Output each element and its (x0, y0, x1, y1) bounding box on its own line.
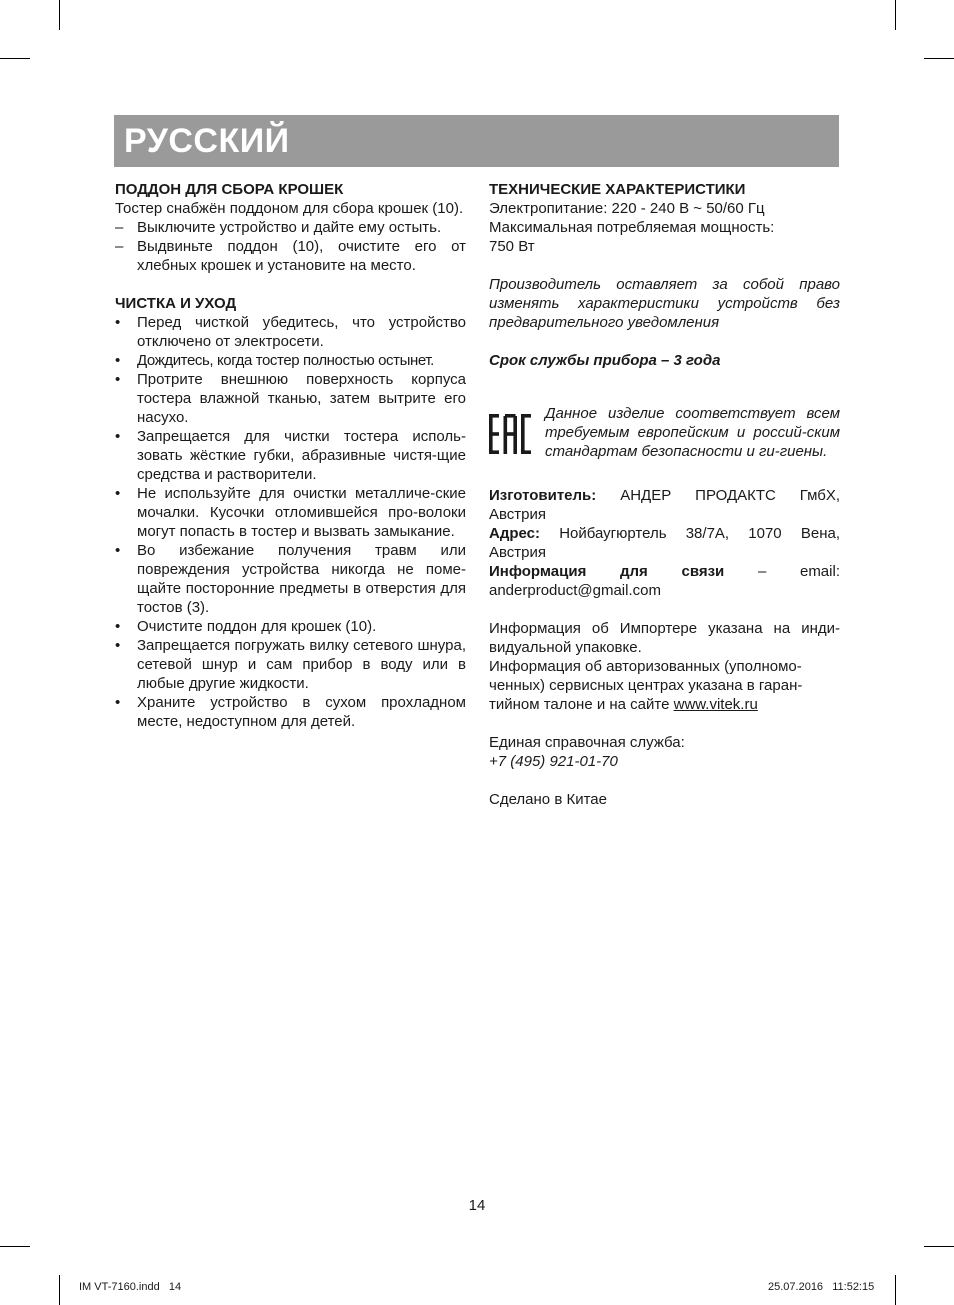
bullet-mark: • (115, 352, 120, 369)
dash-mark: – (115, 219, 124, 236)
manufacturer-value: АНДЕР ПРОДАКТС ГмбХ, Австрия (489, 487, 840, 523)
crop-mark (59, 1275, 60, 1305)
bullet-mark: • (115, 542, 121, 559)
list-item: • Запрещается для чистки тостера исполь-зовать жёсткие губки, абразивные чистя-щие средства и растворители. (115, 428, 466, 483)
bullet-mark: • (115, 485, 121, 502)
bullet-mark: • (115, 694, 121, 711)
contact (489, 562, 840, 600)
disclaimer: Производитель оставляет за собой право изменять характеристики устройств без предварительного уведомления (489, 276, 840, 331)
crop-mark (895, 1275, 896, 1305)
page-number: 14 (468, 1197, 486, 1214)
list-item: • Не используйте для очистки металличе-ские мочалки. Кусочки отломившейся про-волоки могут попасть в тостер и вызвать замыкание. (115, 485, 466, 540)
eac-logo-icon (489, 414, 531, 454)
max-power-label: Максимальная потребляемая мощность: (489, 219, 775, 236)
list-item: • Во избежание получения травм или повреждения устройства никогда не поме-щайте посторонние предметы в отверстия для тостов (3). (115, 542, 466, 616)
bullet-mark: • (115, 371, 121, 388)
crop-mark (924, 1246, 954, 1247)
list-item: – Выключите устройство и дайте ему остыть. (115, 219, 442, 236)
list-item: • Очистите поддон для крошек (10). (115, 618, 377, 635)
cleaning-list (115, 313, 466, 731)
manufacturer-label: Изготовитель: (489, 487, 597, 504)
footer-timestamp: 25.07.2016 11:52:15 (768, 1281, 875, 1293)
website-link[interactable]: www.vitek.ru (673, 696, 758, 713)
bullet-mark: • (115, 618, 121, 635)
crop-mark (0, 1246, 30, 1247)
list-item: – Выдвиньте поддон (10), очистите его от хлебных крошек и установите на место. (115, 238, 466, 274)
list-item: • Перед чисткой убедитесь, что устройство отключено от электросети. (115, 314, 466, 350)
max-power-value: 750 Вт (489, 238, 535, 255)
footer-file: IM VT-7160.indd 14 (79, 1281, 182, 1293)
list-item: • Запрещается погружать вилку сетевого шнура, сетевой шнур и сам прибор в воду или в любые другие жидкости. (115, 637, 466, 692)
helpline-phone: +7 (495) 921-01-70 (489, 753, 618, 770)
contact-label: Информация для связи (489, 563, 725, 580)
specs-heading: ТЕХНИЧЕСКИЕ ХАРАКТЕРИСТИКИ (489, 181, 746, 198)
crop-mark (895, 0, 896, 30)
service-info: Информация об авторизованных (уполномо-ченных) сервисных центрах указана в гаран-тийном талоне и на сайте www.vitek.ru (489, 658, 803, 713)
certification-text: Данное изделие соответствует всем требуемым европейским и россий-ским стандартам безопасности и ги-гиены. (545, 405, 840, 460)
address-value: Нойбаугюртель 38/7А, 1070 Вена, Австрия (489, 525, 840, 561)
crop-mark (59, 0, 60, 30)
helpline-label: Единая справочная служба: (489, 734, 685, 751)
crop-mark (0, 58, 30, 59)
list-item: • Протрите внешнюю поверхность корпуса тостера влажной тканью, затем вытрите его насухо. (115, 371, 466, 426)
bullet-mark: • (115, 637, 121, 654)
dash-mark: – (115, 238, 124, 255)
crumb-tray-heading: ПОДДОН ДЛЯ СБОРА КРОШЕК (115, 181, 344, 198)
contact-value: – email: anderproduct@gmail.com (489, 563, 840, 599)
page-title: РУССКИЙ (124, 122, 290, 160)
cleaning-heading: ЧИСТКА И УХОД (115, 295, 237, 312)
left-column (115, 180, 466, 731)
list-item: • Дождитесь, когда тостер полностью остынет. (115, 352, 434, 369)
service-life: Срок службы прибора – 3 года (489, 352, 721, 369)
power-supply: Электропитание: 220 - 240 В ~ 50/60 Гц (489, 200, 765, 217)
crop-mark (924, 58, 954, 59)
language-banner (114, 115, 839, 167)
certification-block (489, 404, 840, 480)
manufacturer (489, 486, 840, 524)
crumb-tray-steps (115, 218, 466, 275)
crumb-tray-intro: Тостер снабжён поддоном для сбора крошек (10). (115, 200, 464, 217)
right-column (489, 180, 840, 809)
list-item: • Храните устройство в сухом прохладном месте, недоступном для детей. (115, 694, 466, 730)
bullet-mark: • (115, 428, 121, 445)
address (489, 524, 840, 562)
address-label: Адрес: (489, 525, 540, 542)
made-in: Сделано в Китае (489, 791, 607, 808)
importer-info: Информация об Импортере указана на инди-видуальной упаковке. (489, 620, 840, 656)
bullet-mark: • (115, 314, 121, 331)
